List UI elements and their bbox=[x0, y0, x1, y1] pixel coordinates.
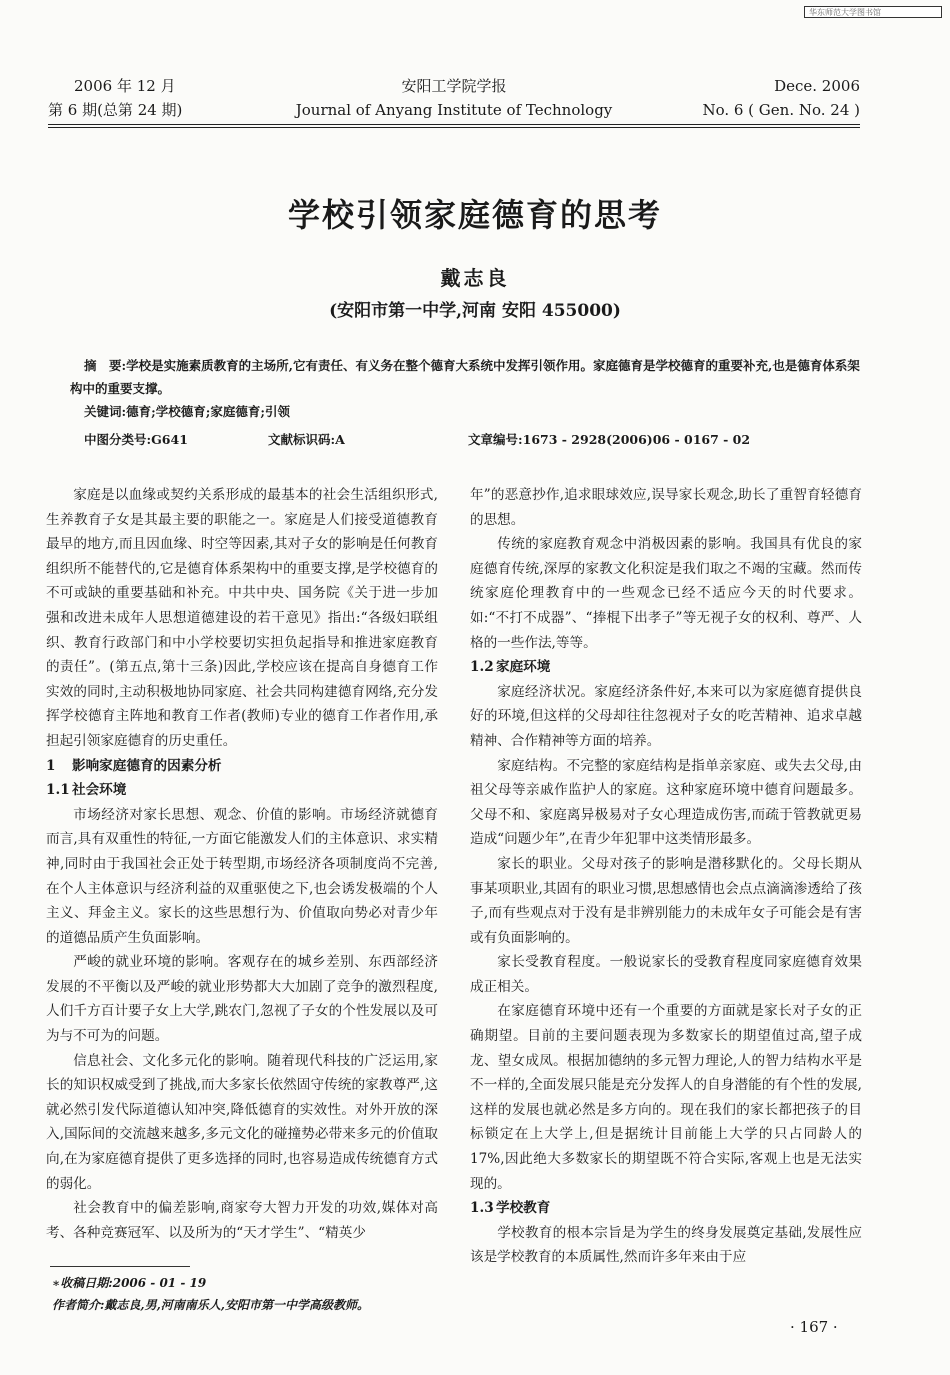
clc-label: 中图分类号: bbox=[84, 432, 152, 447]
clc-field bbox=[84, 430, 188, 448]
paragraph: 家长的职业。父母对孩子的影响是潜移默化的。父母长期从事某项职业,其固有的职业习惯,思想感情也会点点滴滴渗透给了孩子,而有些观点对于没有是非辨别能力的未成年女子可能会是有害或有负面影响的。 bbox=[470, 855, 862, 946]
section-number: 1 bbox=[46, 757, 56, 774]
doc-code-field bbox=[268, 430, 345, 448]
article-no-value: 1673 - 2928(2006)06 - 0167 - 02 bbox=[522, 432, 751, 447]
page-number: · 167 · bbox=[790, 1318, 838, 1336]
paragraph: 年”的恶意抄作,追求眼球效应,误导家长观念,助长了重智育轻德育的思想。 bbox=[470, 487, 862, 528]
footnote-received: ∗收稿日期:2006 - 01 - 19 bbox=[52, 1276, 207, 1290]
footnote-rule bbox=[50, 1266, 190, 1267]
header-rule-bottom bbox=[48, 127, 860, 128]
author-affiliation: (安阳市第一中学,河南 安阳 455000) bbox=[329, 301, 621, 321]
journal-header bbox=[48, 74, 860, 122]
section-number: 1.2 bbox=[470, 659, 494, 676]
paragraph: 信息社会、文化多元化的影响。随着现代科技的广泛运用,家长的知识权威受到了挑战,而大多家长依然固守传统的家教尊严,这就必然引发代际道德认知冲突,降低德育的实效性。对外开放的深入,国际间的交流越来越多,多元文化的碰撞势必带来多元的价值取向,在为家庭德育提供了更多选择的同时,也容易造成传统德育方式的弱化。 bbox=[46, 1052, 438, 1192]
doc-code-label: 文献标识码: bbox=[268, 432, 336, 447]
paragraph: 家庭是以血缘或契约关系形成的最基本的社会生活组织形式,生养教育子女是其最主要的职能之一。家庭是人们接受道德教育最早的地方,而且因血缘、时空等因素,其对子女的影响是任何教育组织所不能替代的,它是德育体系架构中的重要支撑,是学校德育的不可或缺的重要基础和补充。中共中央、国务院《关于进一步加强和改进未成年人思想道德建设的若干意见》指出:“各级妇联组织、教育行政部门和中小学校要切实担负起指导和推进家庭教育的责任”。(第五点,第十三条)因此,学校应该在提高自身德育工作实效的同时,主动积极地协同家庭、社会共同构建德育网络,充分发挥学校德育主阵地和教育工作者(教师)专业的德育工作者作用,承担起引领家庭德育的历史重任。 bbox=[46, 487, 438, 749]
paragraph: 严峻的就业环境的影响。客观存在的城乡差别、东西部经济发展的不平衡以及严峻的就业形势都大大加剧了竞争的激烈程度,人们千方百计要子女上大学,跳农门,忽视了子女的个性发展以及可为与不可为的问题。 bbox=[46, 954, 438, 1045]
abstract-text: 学校是实施素质教育的主场所,它有责任、有义务在整个德育大系统中发挥引领作用。家庭德育是学校德育的重要补充,也是德育体系架构中的重要支撑。 bbox=[70, 358, 860, 396]
clc-value: G641 bbox=[151, 432, 188, 447]
section-title: 家庭环境 bbox=[496, 659, 551, 676]
paragraph: 社会教育中的偏差影响,商家夸大智力开发的功效,媒体对高考、各种竞赛冠军、以及所为的“天才学生”、“精英少 bbox=[46, 1200, 438, 1241]
section-heading-1-2 bbox=[470, 655, 862, 680]
section-heading-1-1 bbox=[46, 778, 438, 803]
header-right bbox=[702, 74, 860, 122]
doc-code-value: A bbox=[335, 432, 345, 447]
footnote bbox=[52, 1272, 369, 1316]
header-date-en: Dece. 2006 bbox=[774, 77, 860, 95]
paragraph: 传统的家庭教育观念中消极因素的影响。我国具有优良的家庭德育传统,深厚的家教文化积淀是我们取之不竭的宝藏。然而传统家庭伦理教育中的一些观念已经不适应今天的时代要求。如:“不打不成器”、“捧棍下出孝子”等无视子女的权利、尊严、人格的一些作法,等等。 bbox=[470, 536, 862, 651]
section-title: 影响家庭德育的因素分析 bbox=[72, 757, 222, 774]
header-rule-top bbox=[48, 124, 860, 125]
article-author: 戴志良 bbox=[440, 266, 510, 290]
section-title: 学校教育 bbox=[496, 1200, 551, 1217]
body-column-left bbox=[46, 483, 438, 1245]
section-heading-1-3 bbox=[470, 1196, 862, 1221]
header-issue-en: No. 6 ( Gen. No. 24 ) bbox=[702, 101, 860, 119]
section-title: 社会环境 bbox=[72, 782, 127, 799]
section-heading-1 bbox=[46, 754, 438, 779]
paragraph: 家庭经济状况。家庭经济条件好,本来可以为家庭德育提供良好的环境,但这样的父母却往往忽视对子女的吃苦精神、追求卓越精神、合作精神等方面的培养。 bbox=[470, 683, 862, 749]
header-date-cn: 2006 年 12 月 bbox=[74, 77, 176, 95]
paragraph: 在家庭德育环境中还有一个重要的方面就是家长对子女的正确期望。目前的主要问题表现为多数家长的期望值过高,望子成龙、望女成凤。根据加德纳的多元智力理论,人的智力结构水平是不一样的,全面发展只能是充分发挥人的自身潜能的有个性的发展,这样的发展也就必然是多方向的。现在我们的家长都把孩子的目标锁定在上大学上,但是据统计目前能上大学的只占同龄人的 17%,因此绝大多数家长的期望既不符合实际,客观上也是无法实现的。 bbox=[470, 1003, 862, 1192]
article-title: 学校引领家庭德育的思考 bbox=[287, 196, 662, 234]
article-no-field bbox=[468, 430, 750, 448]
section-number: 1.1 bbox=[46, 782, 70, 799]
body-column-right bbox=[470, 483, 862, 1270]
section-number: 1.3 bbox=[470, 1200, 494, 1217]
paragraph: 学校教育的根本宗旨是为学生的终身发展奠定基础,发展性应该是学校教育的本质属性,然而许多年来由于应 bbox=[470, 1224, 862, 1266]
keywords: 德育;学校德育;家庭德育;引领 bbox=[126, 404, 290, 419]
keywords-label: 关键词: bbox=[84, 404, 127, 419]
header-journal-en: Journal of Anyang Institute of Technology bbox=[295, 101, 613, 119]
abstract bbox=[70, 354, 860, 423]
article-no-label: 文章编号: bbox=[468, 432, 523, 447]
header-journal-cn: 安阳工学院学报 bbox=[401, 77, 507, 95]
paragraph: 家庭结构。不完整的家庭结构是指单亲家庭、或失去父母,由祖父母等亲戚作监护人的家庭。这种家庭环境中德育问题最多。父母不和、家庭离异极易对子女心理造成伤害,而疏于管教就更易造成“问题少年”,在青少年犯罪中这类情形最多。 bbox=[470, 757, 862, 848]
abstract-label: 摘 要: bbox=[84, 358, 127, 373]
paragraph: 市场经济对家长思想、观念、价值的影响。市场经济就德育而言,具有双重性的特征,一方面它能激发人们的主体意识、求实精神,同时由于我国社会正处于转型期,市场经济各项制度尚不完善,在个人主体意识与经济利益的双重驱使之下,也会诱发极端的个人主义、拜金主义。家长的这些思想行为、价值取向势必对青少年的道德品质产生负面影响。 bbox=[46, 806, 438, 946]
footnote-bio: 作者简介:戴志良,男,河南南乐人,安阳市第一中学高级教师。 bbox=[52, 1298, 369, 1312]
paragraph: 家长受教育程度。一般说家长的受教育程度同家庭德育效果成正相关。 bbox=[470, 954, 862, 995]
header-issue-cn: 第 6 期(总第 24 期) bbox=[48, 101, 183, 119]
library-stamp: 华东师范大学图书馆 bbox=[804, 6, 942, 18]
